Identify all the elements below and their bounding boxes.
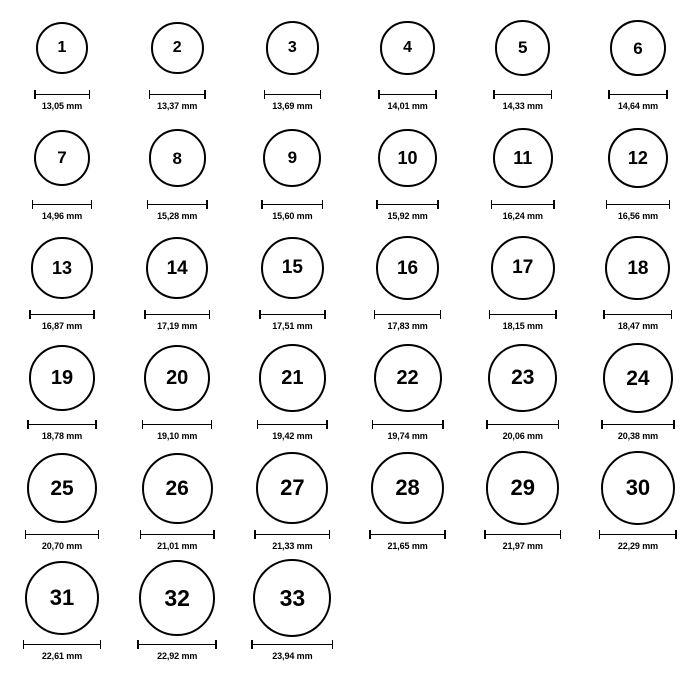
ring-circle-icon [149,129,206,186]
ring-circle-wrap [380,6,434,90]
ring-size-number: 1 [57,39,67,56]
diameter-value: 14,64 mm [617,101,659,111]
diameter-value: 19,74 mm [387,431,428,441]
ring-circle-wrap [493,116,553,200]
diameter-caliper-icon [140,530,215,539]
diameter-value: 16,56 mm [617,211,659,221]
diameter-caliper-icon [251,640,333,649]
ring-circle-icon [378,129,437,188]
diameter-value: 23,94 mm [272,651,313,661]
ring-size-number: 5 [518,38,528,58]
ring-size-cell[interactable] [8,226,116,331]
ring-size-cell[interactable] [469,446,577,551]
ring-size-cell[interactable] [354,116,462,221]
ring-circle-wrap [149,116,206,200]
size-row [8,226,692,336]
ring-size-cell[interactable] [8,116,116,221]
ring-size-cell[interactable] [123,556,231,661]
ring-circle-wrap [605,226,670,310]
diameter-caliper-icon [484,530,561,539]
ring-size-number: 32 [164,584,190,611]
diameter-caliper-icon [608,90,668,99]
diameter-caliper-icon [606,200,670,209]
ring-size-cell[interactable] [354,6,462,111]
diameter-caliper-icon [601,420,675,429]
diameter-caliper-icon [486,420,559,429]
ring-circle-icon [259,344,326,411]
ring-size-cell[interactable] [123,336,231,441]
diameter-caliper-icon [23,640,102,649]
diameter-caliper-icon [144,310,210,319]
ring-circle-wrap [256,446,328,530]
diameter-caliper-icon [376,200,439,209]
diameter-value: 22,61 mm [41,651,83,661]
ring-size-number: 33 [279,584,306,611]
ring-circle-icon [34,130,91,187]
ring-circle-icon [139,560,215,636]
diameter-value: 16,24 mm [502,211,543,221]
ring-circle-wrap [610,6,666,90]
ring-size-number: 9 [287,148,298,168]
ring-circle-icon [266,21,320,75]
ring-circle-icon [25,561,100,636]
ring-size-cell[interactable] [354,226,462,331]
diameter-value: 21,33 mm [272,541,313,551]
size-row [8,6,692,116]
ring-size-cell[interactable] [238,6,346,111]
diameter-value: 13,69 mm [272,101,313,111]
ring-size-number: 23 [511,366,535,390]
ring-size-cell[interactable] [469,6,577,111]
ring-circle-wrap [151,6,204,90]
ring-size-number: 11 [513,147,533,168]
ring-circle-wrap [144,336,210,420]
diameter-caliper-icon [374,310,441,319]
ring-circle-icon [261,237,324,300]
diameter-caliper-icon [32,200,93,209]
diameter-value: 17,51 mm [272,321,313,331]
ring-circle-wrap [36,6,88,90]
diameter-caliper-icon [264,90,322,99]
ring-circle-icon [603,343,673,413]
ring-circle-wrap [29,336,95,420]
diameter-caliper-icon [259,310,326,319]
ring-circle-wrap [27,446,97,530]
diameter-value: 21,01 mm [157,541,198,551]
ring-size-cell[interactable] [469,116,577,221]
diameter-caliper-icon [27,420,97,429]
diameter-caliper-icon [599,530,677,539]
ring-size-number: 10 [397,148,418,168]
ring-circle-wrap [263,116,321,200]
ring-size-cell[interactable] [469,226,577,331]
diameter-caliper-icon [29,310,94,319]
ring-circle-wrap [491,226,555,310]
ring-circle-icon [605,236,670,301]
diameter-value: 15,60 mm [272,211,313,221]
ring-circle-icon [486,451,559,524]
ring-size-cell[interactable] [8,556,116,661]
ring-circle-icon [144,345,210,411]
diameter-value: 22,92 mm [157,651,198,661]
ring-size-number: 27 [280,474,305,500]
size-row [8,446,692,556]
ring-size-cell[interactable] [123,446,231,551]
ring-circle-icon [31,237,92,298]
ring-size-cell[interactable] [8,446,116,551]
ring-size-number: 7 [57,148,67,168]
ring-circle-wrap [608,116,668,200]
diameter-value: 16,87 mm [41,321,83,331]
diameter-value: 18,47 mm [617,321,659,331]
diameter-value: 22,29 mm [617,541,659,551]
ring-circle-wrap [601,446,675,530]
diameter-caliper-icon [372,420,444,429]
ring-size-cell[interactable] [354,446,462,551]
size-row [8,116,692,226]
diameter-value: 21,97 mm [502,541,543,551]
ring-size-cell[interactable] [123,6,231,111]
ring-circle-icon [27,453,97,523]
ring-circle-wrap [25,556,100,640]
ring-size-number: 29 [510,475,535,500]
ring-circle-icon [371,452,444,525]
ring-size-number: 30 [625,474,651,500]
ring-size-cell[interactable] [584,116,692,221]
ring-size-number: 20 [166,367,189,389]
diameter-caliper-icon [25,530,99,539]
diameter-value: 18,78 mm [41,431,83,441]
ring-size-number: 31 [49,585,75,610]
ring-circle-wrap [488,336,557,420]
ring-circle-icon [493,128,553,188]
ring-size-cell[interactable] [123,226,231,331]
ring-circle-wrap [266,6,320,90]
ring-size-cell[interactable] [123,116,231,221]
ring-size-number: 2 [172,39,182,56]
diameter-caliper-icon [34,90,90,99]
diameter-value: 19,10 mm [157,431,198,441]
ring-circle-icon [376,236,439,299]
ring-size-cell[interactable] [238,446,346,551]
ring-circle-icon [36,22,88,74]
ring-size-number: 13 [51,257,72,278]
ring-circle-wrap [378,116,437,200]
ring-size-number: 25 [50,476,74,500]
ring-size-cell[interactable] [238,226,346,331]
diameter-value: 14,01 mm [387,101,428,111]
ring-size-cell[interactable] [584,6,692,111]
diameter-value: 13,05 mm [41,101,83,111]
diameter-caliper-icon [369,530,446,539]
ring-circle-icon [146,237,208,299]
ring-size-number: 3 [287,38,297,56]
ring-size-cell[interactable] [469,336,577,441]
ring-circle-icon [29,345,95,411]
diameter-value: 19,42 mm [272,431,313,441]
ring-circle-icon [495,20,550,75]
ring-size-cell[interactable] [238,556,346,661]
diameter-value: 17,19 mm [157,321,198,331]
diameter-caliper-icon [254,530,330,539]
ring-circle-wrap [253,556,331,640]
diameter-caliper-icon [261,200,323,209]
diameter-caliper-icon [378,90,436,99]
ring-size-cell[interactable] [8,6,116,111]
ring-size-number: 12 [627,148,648,168]
ring-size-number: 28 [395,475,420,500]
ring-size-cell[interactable] [584,336,692,441]
diameter-caliper-icon [257,420,328,429]
diameter-caliper-icon [137,640,217,649]
diameter-caliper-icon [603,310,672,319]
diameter-caliper-icon [491,200,555,209]
ring-size-number: 19 [50,366,74,389]
ring-circle-wrap [486,446,559,530]
ring-circle-wrap [34,116,91,200]
ring-circle-icon [491,236,555,300]
ring-circle-icon [253,559,331,637]
ring-size-number: 21 [281,366,304,389]
ring-size-number: 8 [172,148,182,168]
ring-circle-wrap [495,6,550,90]
diameter-caliper-icon [147,200,208,209]
ring-circle-wrap [146,226,208,310]
ring-size-number: 16 [396,257,419,279]
ring-circle-icon [608,128,668,188]
ring-size-cell[interactable] [584,446,692,551]
diameter-value: 14,33 mm [502,101,543,111]
ring-circle-wrap [374,336,442,420]
ring-circle-icon [380,21,434,75]
ring-size-cell[interactable] [584,226,692,331]
ring-size-number: 17 [512,257,534,279]
diameter-value: 14,96 mm [41,211,83,221]
diameter-value: 20,38 mm [617,431,659,441]
diameter-value: 18,15 mm [502,321,543,331]
ring-size-number: 15 [281,257,303,279]
diameter-value: 15,92 mm [387,211,428,221]
ring-circle-wrap [31,226,92,310]
diameter-value: 17,83 mm [387,321,428,331]
ring-size-cell[interactable] [238,336,346,441]
size-row [8,556,692,666]
ring-size-cell[interactable] [238,116,346,221]
ring-size-cell[interactable] [8,336,116,441]
ring-size-number: 6 [633,38,643,58]
diameter-value: 20,06 mm [502,431,543,441]
ring-circle-icon [256,452,328,524]
diameter-caliper-icon [489,310,557,319]
ring-size-number: 4 [403,39,413,56]
ring-circle-wrap [139,556,215,640]
size-row [8,336,692,446]
ring-circle-wrap [376,226,439,310]
diameter-caliper-icon [493,90,552,99]
diameter-value: 20,70 mm [41,541,83,551]
ring-circle-wrap [261,226,324,310]
diameter-caliper-icon [142,420,212,429]
diameter-value: 21,65 mm [387,541,428,551]
ring-circle-icon [263,129,321,187]
ring-size-number: 24 [626,366,650,390]
ring-circle-icon [151,22,204,75]
ring-size-number: 26 [165,476,189,500]
ring-size-number: 18 [627,257,649,279]
diameter-value: 13,37 mm [157,101,198,111]
ring-size-number: 22 [396,367,419,389]
ring-circle-wrap [259,336,326,420]
ring-size-number: 14 [166,257,188,279]
ring-circle-icon [488,344,557,413]
ring-circle-wrap [603,336,673,420]
diameter-caliper-icon [149,90,206,99]
ring-circle-icon [601,451,675,525]
ring-circle-wrap [371,446,444,530]
diameter-value: 15,28 mm [157,211,198,221]
ring-size-cell[interactable] [354,336,462,441]
ring-circle-icon [374,344,442,412]
ring-circle-wrap [142,446,213,530]
ring-circle-icon [610,20,666,76]
ring-circle-icon [142,453,213,524]
